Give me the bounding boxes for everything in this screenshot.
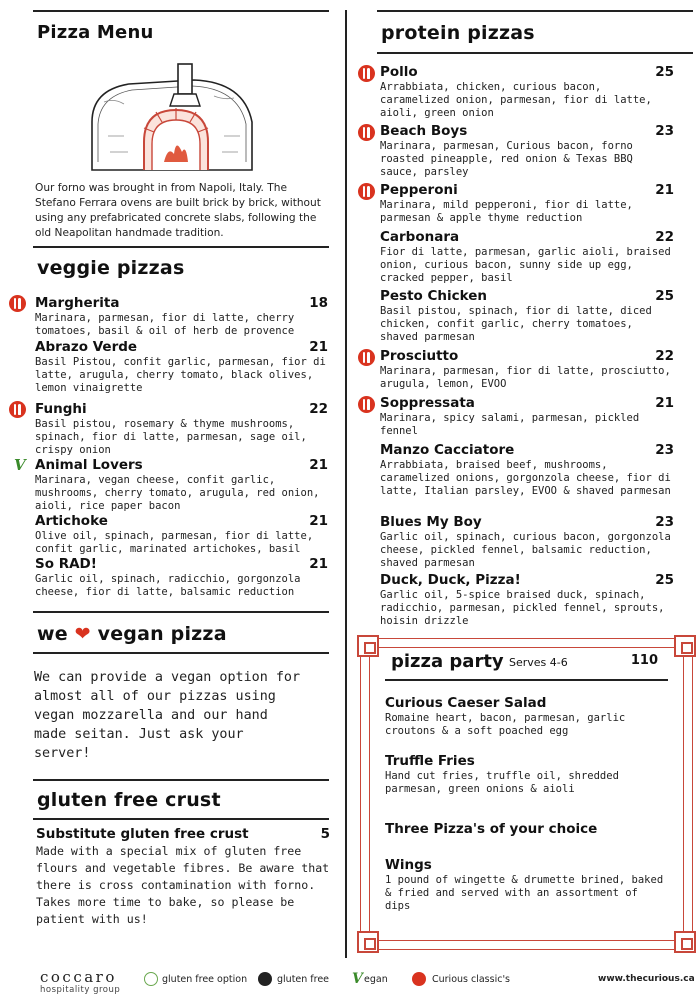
item-description: Basil pistou, rosemary & thyme mushrooms, spinach, fior di latte, parmesan, sage oil, crispy onion bbox=[35, 418, 307, 457]
item-name: Beach Boys bbox=[380, 123, 468, 139]
item-name: Funghi bbox=[35, 401, 87, 417]
item-price: 18 bbox=[309, 295, 328, 311]
item-description: Garlic oil, 5-spice braised duck, spinach, radicchio, parmesan, pickled fennel, sprouts, hoisin drizzle bbox=[380, 589, 665, 628]
item-description: Marinara, parmesan, Curious bacon, forno roasted pineapple, red onion & Texas BBQ sauce, parsley bbox=[380, 140, 633, 179]
item-price: 23 bbox=[655, 442, 674, 458]
vegan-icon: V bbox=[352, 971, 363, 987]
item-description: Fior di latte, parmesan, garlic aioli, braised onion, curious bacon, sunny side up egg, cracked pepper, basil bbox=[380, 246, 671, 285]
menu-item bbox=[35, 513, 328, 556]
item-price: 25 bbox=[655, 288, 674, 304]
menu-item bbox=[380, 123, 674, 180]
item-name: Abrazo Verde bbox=[35, 339, 138, 355]
party-item bbox=[385, 857, 665, 914]
brand-logo: coccaro bbox=[40, 968, 117, 986]
vegan-rule-bottom bbox=[33, 652, 329, 654]
item-description: Garlic oil, spinach, curious bacon, gorgonzola cheese, pickled fennel, balsamic reduction, shaved parmesan bbox=[380, 531, 671, 570]
vegan-rule bbox=[33, 611, 329, 613]
party-item bbox=[385, 753, 665, 796]
menu-item bbox=[380, 229, 674, 286]
item-price: 25 bbox=[655, 572, 674, 588]
item-name: Artichoke bbox=[35, 513, 108, 529]
item-name: Three Pizza's of your choice bbox=[385, 821, 598, 837]
gluten-free-item bbox=[36, 826, 330, 928]
item-name: Pepperoni bbox=[380, 182, 458, 198]
heart-icon: ❤ bbox=[74, 623, 91, 645]
vegan-title-pre: we bbox=[37, 623, 68, 645]
menu-item bbox=[380, 64, 674, 121]
website-link[interactable]: www.thecurious.ca bbox=[598, 974, 695, 984]
legend-curious-classic: Curious classic's bbox=[432, 974, 511, 985]
item-price: 21 bbox=[309, 513, 328, 529]
item-price: 5 bbox=[320, 826, 330, 842]
menu-item bbox=[35, 401, 328, 458]
pizza-party-box bbox=[360, 638, 693, 950]
item-description: Marinara, parmesan, fior di latte, cherry tomatoes, basil & oil of herb de provence bbox=[35, 312, 295, 338]
item-description: Olive oil, spinach, parmesan, fior di latte, confit garlic, marinated artichokes, basil bbox=[35, 530, 314, 556]
item-name: Margherita bbox=[35, 295, 120, 311]
item-name: Truffle Fries bbox=[385, 753, 475, 769]
column-divider bbox=[345, 10, 347, 958]
item-description: Marinara, mild pepperoni, fior di latte, parmesan & apple thyme reduction bbox=[380, 199, 633, 225]
item-description: Garlic oil, spinach, radicchio, gorgonzola cheese, fior di latte, balsamic reduction bbox=[35, 573, 301, 599]
gluten-rule-bottom bbox=[33, 818, 329, 820]
curious-classic-icon bbox=[358, 124, 375, 141]
curious-classic-icon bbox=[358, 349, 375, 366]
item-description: Marinara, vegan cheese, confit garlic, mushrooms, cherry tomato, arugula, red onion, aioli, rice paper bacon bbox=[35, 474, 320, 513]
curious-classic-icon bbox=[358, 65, 375, 82]
gluten-rule bbox=[33, 779, 329, 781]
frame-corner-ornament bbox=[357, 931, 379, 953]
vegan-info-text: We can provide a vegan option for almost all of our pizzas using vegan mozzarella and our hand made seitan. Just ask your server! bbox=[34, 670, 301, 761]
menu-item bbox=[14, 456, 328, 514]
menu-item bbox=[380, 182, 674, 225]
item-name: Duck, Duck, Pizza! bbox=[380, 572, 521, 588]
item-description: Marinara, parmesan, fior di latte, prosciutto, arugula, lemon, EVOO bbox=[380, 365, 671, 391]
legend-vegan: egan bbox=[364, 974, 388, 985]
menu-item bbox=[35, 339, 328, 396]
menu-item bbox=[380, 514, 674, 571]
item-description: Basil Pistou, confit garlic, parmesan, fior di latte, arugula, cherry tomato, black olives, lemon vinaigrette bbox=[35, 356, 326, 395]
curious-classic-icon bbox=[412, 972, 426, 986]
item-name: So RAD! bbox=[35, 556, 97, 572]
pizza-party-rule bbox=[385, 679, 668, 681]
gluten-free-option-icon bbox=[144, 972, 158, 986]
gluten-free-icon bbox=[258, 972, 272, 986]
item-name: Carbonara bbox=[380, 229, 460, 245]
item-price: 22 bbox=[309, 401, 328, 417]
item-price: 23 bbox=[655, 123, 674, 139]
item-price: 22 bbox=[655, 348, 674, 364]
vegan-icon: V bbox=[14, 456, 26, 474]
vegan-title-post: vegan pizza bbox=[97, 623, 227, 645]
item-description: Arrabbiata, braised beef, mushrooms, caramelized onions, gorgonzola cheese, fior di latte, Italian parsley, EVOO & shaved parmesan bbox=[380, 459, 671, 498]
menu-item bbox=[380, 348, 674, 391]
item-name: Manzo Cacciatore bbox=[380, 442, 515, 458]
item-price: 21 bbox=[309, 457, 328, 473]
pizza-party-price: 110 bbox=[630, 653, 658, 668]
menu-item bbox=[35, 295, 328, 338]
item-name: Prosciutto bbox=[380, 348, 459, 364]
top-rule bbox=[33, 10, 329, 12]
menu-item bbox=[380, 288, 674, 345]
item-description: Marinara, spicy salami, parmesan, pickled fennel bbox=[380, 412, 640, 438]
protein-rule bbox=[377, 52, 693, 54]
item-description: Made with a special mix of gluten free flours and vegetable fibres. Be aware that there is cross contamination with forno. Takes more time to bake, so please be patient with us! bbox=[36, 844, 330, 926]
party-item bbox=[385, 695, 665, 738]
item-description: Romaine heart, bacon, parmesan, garlic croutons & a soft poached egg bbox=[385, 712, 626, 738]
item-name: Curious Caeser Salad bbox=[385, 695, 547, 711]
item-name: Substitute gluten free crust bbox=[36, 826, 249, 842]
item-description: Arrabbiata, chicken, curious bacon, caramelized onion, parmesan, fior di latte, aioli, green onion bbox=[380, 81, 652, 120]
protein-top-rule bbox=[377, 10, 693, 12]
curious-classic-icon bbox=[358, 183, 375, 200]
footer bbox=[0, 962, 700, 997]
item-name: Blues My Boy bbox=[380, 514, 482, 530]
frame-corner-ornament bbox=[674, 635, 696, 657]
legend-gluten-free-option: gluten free option bbox=[162, 974, 248, 985]
veggie-rule bbox=[33, 246, 329, 248]
item-name: Animal Lovers bbox=[35, 457, 143, 473]
party-item bbox=[385, 821, 665, 838]
pizza-oven-illustration bbox=[84, 62, 259, 177]
legend-gluten-free: gluten free bbox=[277, 974, 330, 985]
item-name: Pesto Chicken bbox=[380, 288, 488, 304]
item-price: 21 bbox=[655, 395, 674, 411]
protein-section-title: protein pizzas bbox=[381, 22, 535, 44]
veggie-section-title: veggie pizzas bbox=[37, 257, 185, 279]
item-price: 23 bbox=[655, 514, 674, 530]
menu-item bbox=[380, 442, 674, 499]
curious-classic-icon bbox=[9, 401, 26, 418]
item-price: 21 bbox=[309, 339, 328, 355]
oven-intro-text: Our forno was brought in from Napoli, Italy. The Stefano Ferrara ovens are built brick by brick, without using any prefabricated concrete slabs, following the old Neapolitan handmade tradition. bbox=[35, 182, 321, 239]
menu-item bbox=[35, 556, 328, 599]
menu-item bbox=[380, 395, 674, 438]
vegan-section-title bbox=[37, 623, 227, 645]
item-price: 21 bbox=[309, 556, 328, 572]
brand-logo-subtitle: hospitality group bbox=[40, 985, 121, 995]
pizza-party-title: pizza party bbox=[391, 651, 504, 672]
item-price: 25 bbox=[655, 64, 674, 80]
item-description: Hand cut fries, truffle oil, shredded parmesan, green onions & aioli bbox=[385, 770, 619, 796]
item-name: Soppressata bbox=[380, 395, 475, 411]
gluten-section-title: gluten free crust bbox=[37, 789, 221, 811]
item-name: Wings bbox=[385, 857, 432, 873]
item-name: Pollo bbox=[380, 64, 418, 80]
page-title: Pizza Menu bbox=[37, 22, 154, 43]
curious-classic-icon bbox=[9, 295, 26, 312]
frame-corner-ornament bbox=[674, 931, 696, 953]
item-description: 1 pound of wingette & drumette brined, baked & fried and served with an assortment of dips bbox=[385, 874, 664, 913]
pizza-party-serves: Serves 4-6 bbox=[509, 656, 568, 669]
menu-item bbox=[380, 572, 674, 629]
item-description: Basil pistou, spinach, fior di latte, diced chicken, confit garlic, cherry tomatoes, shaved parmesan bbox=[380, 305, 652, 344]
item-price: 21 bbox=[655, 182, 674, 198]
item-price: 22 bbox=[655, 229, 674, 245]
curious-classic-icon bbox=[358, 396, 375, 413]
frame-corner-ornament bbox=[357, 635, 379, 657]
